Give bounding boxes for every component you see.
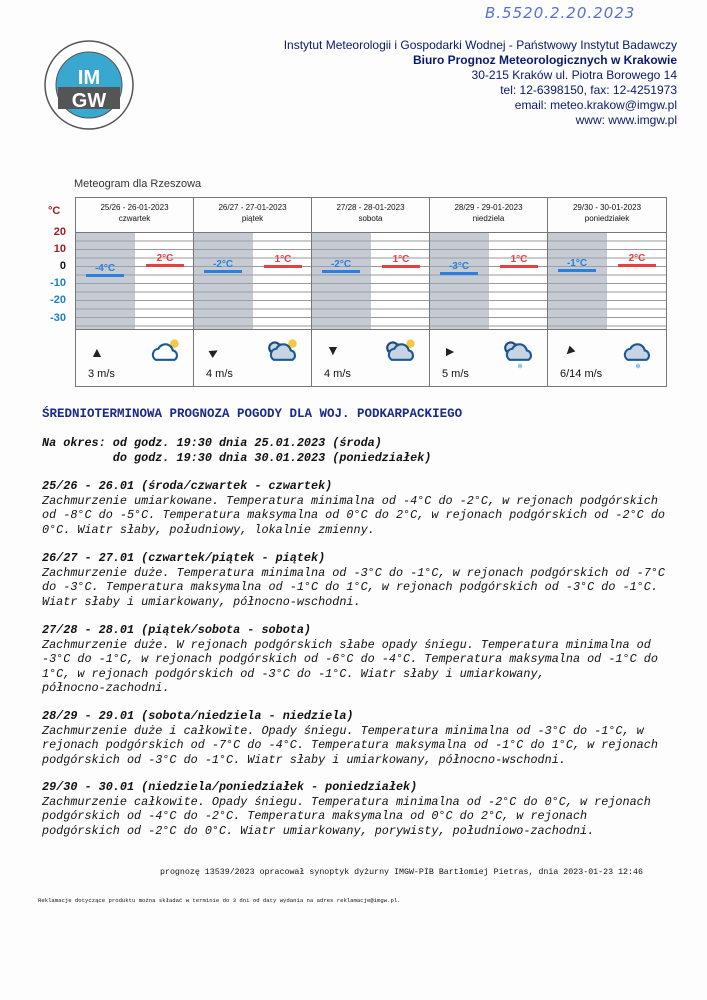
wind-speed: 4 m/s: [324, 368, 351, 380]
max-temperature-marker: [618, 264, 656, 267]
meteogram-day: [194, 198, 312, 386]
section-heading: 28/29 - 29.01 (sobota/niedziela - niedziela): [42, 709, 354, 723]
axis-tick-label: 0: [59, 260, 66, 272]
min-temperature: [322, 259, 360, 273]
meteogram-grid: [75, 197, 667, 387]
min-temperature-label: -2°C: [212, 259, 234, 271]
min-temperature: [440, 261, 478, 275]
section-heading: 27/28 - 28.01 (piątek/sobota - sobota): [42, 623, 312, 637]
min-temperature-marker: [322, 270, 360, 273]
max-temperature: [500, 254, 538, 268]
cloud-snow-icon: [618, 336, 658, 370]
night-shading: [312, 233, 371, 329]
forecast-period-from: Na okres: od godz. 19:30 dnia 25.01.2023 (środa): [42, 436, 382, 450]
meteogram-day: [312, 198, 430, 386]
max-temperature-label: 2°C: [156, 252, 174, 264]
day-weekday: piątek: [241, 214, 264, 223]
section-text-line: 0°C. Wiatr słaby, południowy, lokalnie zmienny.: [42, 522, 375, 537]
min-temperature: [86, 263, 124, 277]
axis-tick-label: -10: [50, 277, 66, 290]
meteogram-day: [76, 198, 194, 386]
day-date: 29/30 - 30-01-2023: [572, 203, 642, 212]
institute-name: Instytut Meteorologii i Gospodarki Wodnej - Państwowy Instytut Badawczy: [283, 38, 677, 52]
day-header: [76, 198, 193, 233]
day-header: [194, 198, 311, 233]
website-link[interactable]: www: www.imgw.pl: [575, 113, 677, 127]
wind-speed: 6/14 m/s: [560, 368, 603, 380]
temperature-area: [194, 233, 311, 330]
min-temperature-marker: [204, 270, 242, 273]
max-temperature-marker: [500, 265, 538, 268]
day-weekday: czwartek: [118, 214, 151, 223]
section-text-line: Zachmurzenie umiarkowane. Temperatura minimalna od -4°C do -2°C, w rejonach podgórskich: [42, 493, 658, 508]
max-temperature-marker: [264, 265, 302, 268]
wind-speed: 4 m/s: [206, 368, 233, 380]
section-text-line: Zachmurzenie duże. W rejonach podgórskich słabe opady śniegu. Temperatura minimalna od: [42, 637, 651, 652]
section-text-line: do -3°C. Temperatura maksymalna od -1°C do 1°C, w rejonach podgórskich od -3°C do -1°C.: [42, 580, 658, 594]
section-heading: 29/30 - 30.01 (niedziela/poniedziałek - poniedziałek): [42, 780, 418, 794]
section-heading: 25/26 - 26.01 (środa/czwartek - czwartek): [42, 479, 333, 493]
max-temperature: [264, 254, 302, 268]
max-temperature-marker: [146, 264, 184, 267]
handwritten-reference: B.5520.2.20.2023: [485, 4, 636, 22]
wind-speed: 5 m/s: [442, 368, 469, 380]
max-temperature-label: 1°C: [392, 254, 410, 266]
day-weekday: sobota: [358, 214, 383, 223]
temperature-unit: °C: [48, 205, 61, 217]
day-date: 25/26 - 26-01-2023: [100, 203, 169, 212]
min-temperature-label: -3°C: [448, 261, 470, 273]
section-text-line: Zachmurzenie duże i całkowite. Opady śniegu. Temperatura minimalna od -3°C do -1°C, w: [42, 723, 644, 738]
min-temperature-label: -2°C: [330, 259, 352, 271]
axis-tick-label: -30: [50, 311, 66, 324]
section-text-line: północno-zachodni.: [42, 681, 170, 695]
max-temperature-label: 2°C: [628, 252, 646, 264]
section-text-line: podgórskich od -4°C do -2°C. Temperatura maksymalna od 0°C do 2°C, w rejonach: [42, 809, 588, 823]
max-temperature: [382, 254, 420, 268]
day-weekday: niedziela: [472, 214, 505, 223]
svg-text:IM: IM: [77, 67, 101, 89]
max-temperature-label: 1°C: [510, 254, 528, 266]
night-shading: [76, 233, 135, 329]
section-heading: 26/27 - 27.01 (czwartek/piątek - piątek): [42, 551, 326, 565]
email-link[interactable]: email: meteo.krakow@imgw.pl: [514, 98, 677, 112]
section-text-line: podgórskich od -2°C do 0°C. Wiatr umiarkowany, porywisty, południowo-zachodni.: [42, 823, 595, 838]
wind-arrow-northeast-icon: ▲: [204, 341, 226, 363]
author-note: prognozę 13539/2023 opracował synoptyk dyżurny IMGW-PIB Bartłomiej Pietras, dnia 2023-01-23 12:46: [160, 868, 643, 877]
day-date: 26/27 - 27-01-2023: [218, 203, 287, 212]
min-temperature-marker: [86, 274, 124, 277]
temperature-area: [76, 233, 193, 330]
office-name: Biuro Prognoz Meteorologicznych w Krakowie: [412, 53, 677, 67]
day-header: [312, 198, 429, 233]
wind-arrow-north-icon: ▲: [90, 344, 104, 360]
partly-cloudy-sun-icon: [146, 336, 186, 370]
section-text-line: Wiatr słaby i umiarkowany, północno-wschodni.: [42, 594, 361, 609]
wind-arrow-south-icon: ▲: [326, 344, 340, 360]
wind-arrow-east-icon: ▲: [442, 345, 459, 359]
complaints-note: Reklamacje dotyczące produktu można składać w terminie do 3 dni od daty wydania na adres reklamacje@imgw.pl.: [38, 897, 401, 904]
day-header: [430, 198, 547, 233]
min-temperature: [558, 258, 596, 272]
max-temperature-marker: [382, 265, 420, 268]
cloudy-snow-icon: [500, 336, 540, 370]
min-temperature-marker: [440, 272, 478, 275]
svg-text:❄: ❄: [635, 363, 641, 370]
street-address: 30-215 Kraków ul. Piotra Borowego 14: [471, 68, 677, 82]
axis-tick-label: 20: [53, 225, 66, 238]
axis-tick-label: 10: [53, 242, 66, 255]
svg-text:GW: GW: [71, 90, 107, 112]
night-shading: [194, 233, 253, 329]
temperature-area: [312, 233, 429, 330]
wind-speed: 3 m/s: [88, 368, 115, 380]
day-date: 27/28 - 28-01-2023: [336, 203, 405, 212]
meteogram-day: [548, 198, 666, 386]
night-shading: [548, 233, 607, 329]
meteogram-day: [430, 198, 548, 386]
section-text-line: podgórskich od -3°C do -1°C. Wiatr słaby i umiarkowany, północno-wschodni.: [42, 752, 566, 767]
section-text-line: Zachmurzenie całkowite. Opady śniegu. Temperatura minimalna od -2°C do 0°C, w rejonach: [42, 794, 651, 809]
forecast-title: ŚREDNIOTERMINOWA PROGNOZA POGODY DLA WOJ. PODKARPACKIEGO: [42, 407, 463, 421]
temperature-area: [430, 233, 547, 330]
section-text-line: 1°C, w rejonach podgórskich od -3°C do -1°C. Wiatr słaby i umiarkowany,: [42, 666, 545, 681]
forecast-period-to: do godz. 19:30 dnia 30.01.2023 (poniedziałek): [42, 451, 432, 465]
section-text-line: od -8°C do -5°C. Temperatura maksymalna od 0°C do 2°C, w rejonach podgórskich od -2°C do: [42, 508, 665, 522]
day-header: [548, 198, 666, 233]
min-temperature-marker: [558, 269, 596, 272]
cloudy-sun-icon: [264, 336, 304, 370]
day-weekday: poniedziałek: [584, 214, 630, 223]
meteogram-title: Meteogram dla Rzeszowa: [74, 178, 202, 190]
max-temperature: [618, 253, 656, 267]
max-temperature: [146, 253, 184, 267]
min-temperature-label: -4°C: [94, 262, 116, 274]
section-text-line: Zachmurzenie duże. Temperatura minimalna od -3°C do -1°C, w rejonach podgórskich od -7°C: [42, 565, 665, 580]
section-text-line: rejonach podgórskich od -7°C do -4°C. Temperatura maksymalna od -1°C do 1°C, w rejonach: [42, 738, 658, 752]
day-date: 28/29 - 29-01-2023: [454, 203, 523, 212]
svg-text:❄: ❄: [517, 363, 523, 370]
axis-tick-label: -20: [50, 294, 66, 307]
section-text-line: -3°C do -1°C, w rejonach podgórskich od -6°C do -4°C. Temperatura maksymalna od -1°C do: [42, 652, 658, 666]
phone-fax: tel: 12-6398150, fax: 12-4251973: [500, 83, 677, 97]
wind-arrow-southwest-icon: ▲: [558, 341, 580, 363]
night-shading: [430, 233, 489, 329]
cloudy-sun-icon: [382, 336, 422, 370]
temperature-area: [548, 233, 666, 330]
imgw-logo: [44, 40, 134, 130]
institute-address: [284, 38, 677, 128]
max-temperature-label: 1°C: [274, 254, 292, 266]
min-temperature: [204, 259, 242, 273]
min-temperature-label: -1°C: [566, 257, 588, 269]
